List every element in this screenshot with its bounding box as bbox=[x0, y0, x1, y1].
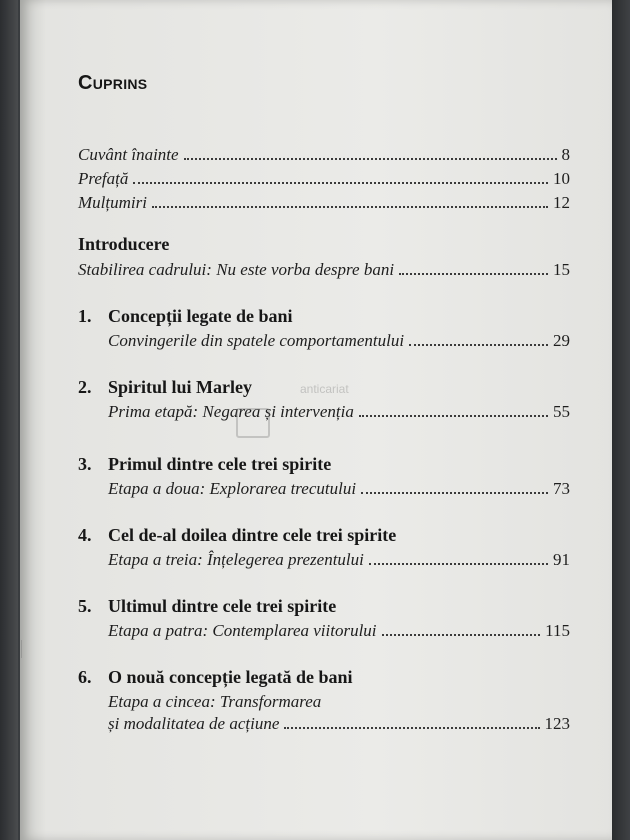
leader-dots bbox=[369, 563, 548, 565]
chapter-heading bbox=[78, 667, 570, 688]
chapter-number: 5. bbox=[78, 596, 92, 616]
entry-page: 55 bbox=[553, 402, 570, 421]
toc-title: Cuprins bbox=[78, 72, 148, 94]
leader-dots bbox=[399, 273, 548, 275]
leader-dots bbox=[133, 182, 548, 184]
leader-dots bbox=[382, 634, 541, 636]
chapter-heading bbox=[78, 454, 570, 475]
chapter-title: Ultimul dintre cele trei spirite bbox=[108, 596, 337, 616]
chapter-title: Spiritul lui Marley bbox=[108, 377, 252, 397]
entry-page: 8 bbox=[561, 145, 570, 164]
chapter-number: 4. bbox=[78, 525, 92, 545]
entry-page: 10 bbox=[553, 169, 570, 188]
chapter-subtitle-row bbox=[108, 331, 570, 351]
entry-label: Convingerile din spatele comportamentului bbox=[108, 331, 405, 350]
toc-introduction bbox=[78, 234, 570, 280]
entry-label: Mulțumiri bbox=[78, 193, 147, 212]
toc-chapter-1 bbox=[78, 306, 570, 351]
entry-page: 73 bbox=[553, 479, 570, 498]
leader-dots bbox=[152, 206, 548, 208]
entry-label: Prima etapă: Negarea și intervenția bbox=[108, 402, 354, 421]
section-heading: Introducere bbox=[78, 234, 170, 254]
section-subtitle-row bbox=[78, 260, 570, 280]
leader-dots bbox=[184, 158, 557, 160]
page-mark bbox=[21, 640, 26, 658]
background-edge bbox=[612, 0, 630, 840]
chapter-subtitle-row bbox=[108, 714, 570, 734]
chapter-heading bbox=[78, 306, 570, 327]
toc-entry-foreword bbox=[78, 145, 570, 169]
entry-label: Prefață bbox=[78, 169, 129, 188]
chapter-subtitle-row bbox=[108, 621, 570, 641]
entry-page: 15 bbox=[553, 260, 570, 279]
entry-label: Etapa a patra: Contemplarea viitorului bbox=[108, 621, 377, 640]
entry-page: 29 bbox=[553, 331, 570, 350]
chapter-subtitle-line: Etapa a cincea: Transformarea bbox=[108, 692, 322, 711]
toc-entry-acknowledgments bbox=[78, 193, 570, 217]
entry-label: Etapa a treia: Înțelegerea prezentului bbox=[108, 550, 364, 569]
toc-chapter-3 bbox=[78, 454, 570, 499]
chapter-subtitle-row bbox=[108, 550, 570, 570]
leader-dots bbox=[361, 492, 548, 494]
leader-dots bbox=[284, 727, 539, 729]
chapter-title: Primul dintre cele trei spirite bbox=[108, 454, 332, 474]
entry-page: 123 bbox=[544, 714, 570, 733]
watermark-logo-icon bbox=[236, 408, 270, 438]
leader-dots bbox=[359, 415, 548, 417]
toc-entry-preface bbox=[78, 169, 570, 193]
chapter-title: Cel de-al doilea dintre cele trei spirite bbox=[108, 525, 397, 545]
book-spine-shadow bbox=[0, 0, 18, 840]
entry-page: 115 bbox=[545, 621, 570, 640]
entry-label: și modalitatea de acțiune bbox=[108, 714, 280, 733]
entry-page: 12 bbox=[553, 193, 570, 212]
leader-dots bbox=[409, 344, 548, 346]
entry-label: Cuvânt înainte bbox=[78, 145, 179, 164]
chapter-title: Concepții legate de bani bbox=[108, 306, 293, 326]
watermark-text: anticariat bbox=[300, 382, 349, 396]
chapter-subtitle-row bbox=[108, 479, 570, 499]
chapter-number: 3. bbox=[78, 454, 92, 474]
entry-page: 91 bbox=[553, 550, 570, 569]
toc-chapter-5 bbox=[78, 596, 570, 641]
toc-chapter-4 bbox=[78, 525, 570, 570]
chapter-heading bbox=[78, 525, 570, 546]
chapter-number: 6. bbox=[78, 667, 92, 687]
chapter-number: 2. bbox=[78, 377, 92, 397]
chapter-heading bbox=[78, 596, 570, 617]
entry-label: Etapa a doua: Explorarea trecutului bbox=[108, 479, 357, 498]
toc-chapter-6 bbox=[78, 667, 570, 734]
entry-label: Stabilirea cadrului: Nu este vorba despre bani bbox=[78, 260, 395, 279]
chapter-title: O nouă concepție legată de bani bbox=[108, 667, 353, 687]
chapter-number: 1. bbox=[78, 306, 92, 326]
